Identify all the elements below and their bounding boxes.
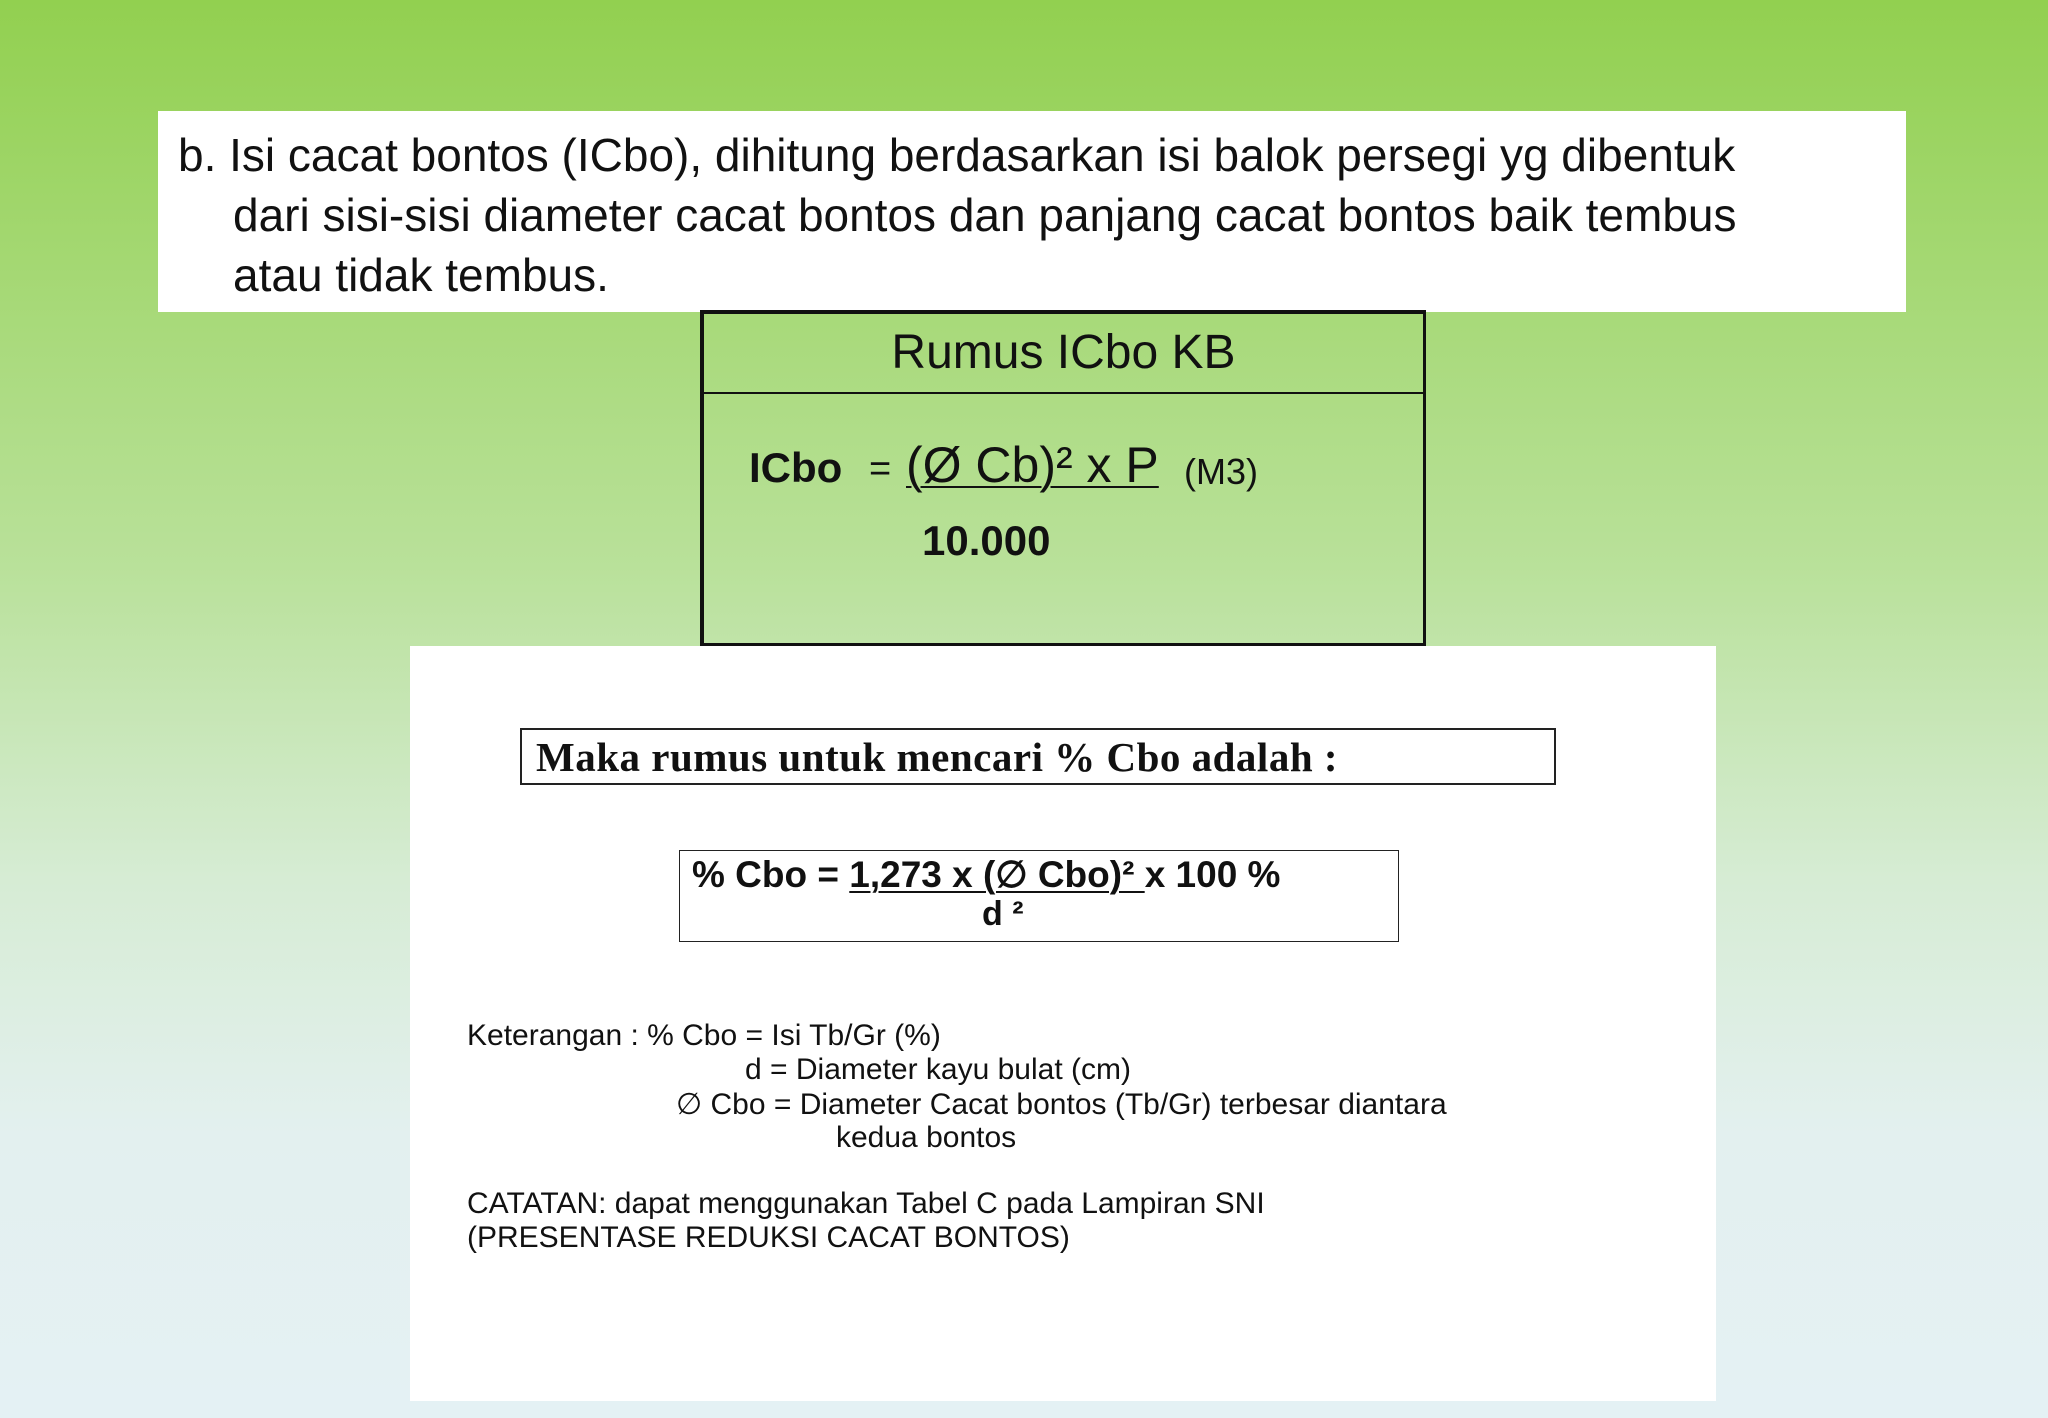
- keterangan-line-4: kedua bontos: [836, 1121, 1017, 1154]
- icbo-formula-box: [700, 310, 1426, 646]
- intro-line-2: dari sisi-sisi diameter cacat bontos dan panjang cacat bontos baik tembus: [233, 189, 1737, 241]
- keterangan-line-1: Keterangan : % Cbo = Isi Tb/Gr (%): [467, 1019, 941, 1052]
- maka-heading: Maka rumus untuk mencari % Cbo adalah :: [520, 728, 1556, 785]
- icbo-label: ICbo: [749, 444, 843, 491]
- icbo-numerator: (Ø Cb)² x P: [906, 437, 1159, 493]
- icbo-formula-title: Rumus ICbo KB: [704, 314, 1423, 394]
- keterangan-line-3: ∅ Cbo = Diameter Cacat bontos (Tb/Gr) terbesar diantara: [676, 1088, 1447, 1121]
- catatan-line-2: (PRESENTASE REDUKSI CACAT BONTOS): [467, 1221, 1070, 1254]
- icbo-denominator: 10.000: [922, 517, 1051, 564]
- keterangan-line-2: d = Diameter kayu bulat (cm): [745, 1053, 1131, 1086]
- intro-line-1: b. Isi cacat bontos (ICbo), dihitung berdasarkan isi balok persegi yg dibentuk: [178, 129, 1736, 181]
- cbo-lhs: % Cbo =: [692, 854, 850, 895]
- icbo-unit: (M3): [1184, 451, 1258, 492]
- cbo-panel: [410, 646, 1716, 1401]
- cbo-formula-line: [692, 853, 1280, 896]
- cbo-rhs: x 100 %: [1144, 854, 1281, 895]
- icbo-equals: =: [869, 448, 892, 490]
- cbo-denominator: d ²: [982, 895, 1024, 933]
- cbo-numerator: 1,273 x (∅ Cbo)²: [849, 854, 1145, 895]
- intro-line-3: atau tidak tembus.: [233, 249, 609, 301]
- catatan-line-1: CATATAN: dapat menggunakan Tabel C pada Lampiran SNI: [467, 1187, 1265, 1220]
- intro-text-box: [158, 111, 1906, 312]
- cbo-formula-box: [679, 850, 1399, 942]
